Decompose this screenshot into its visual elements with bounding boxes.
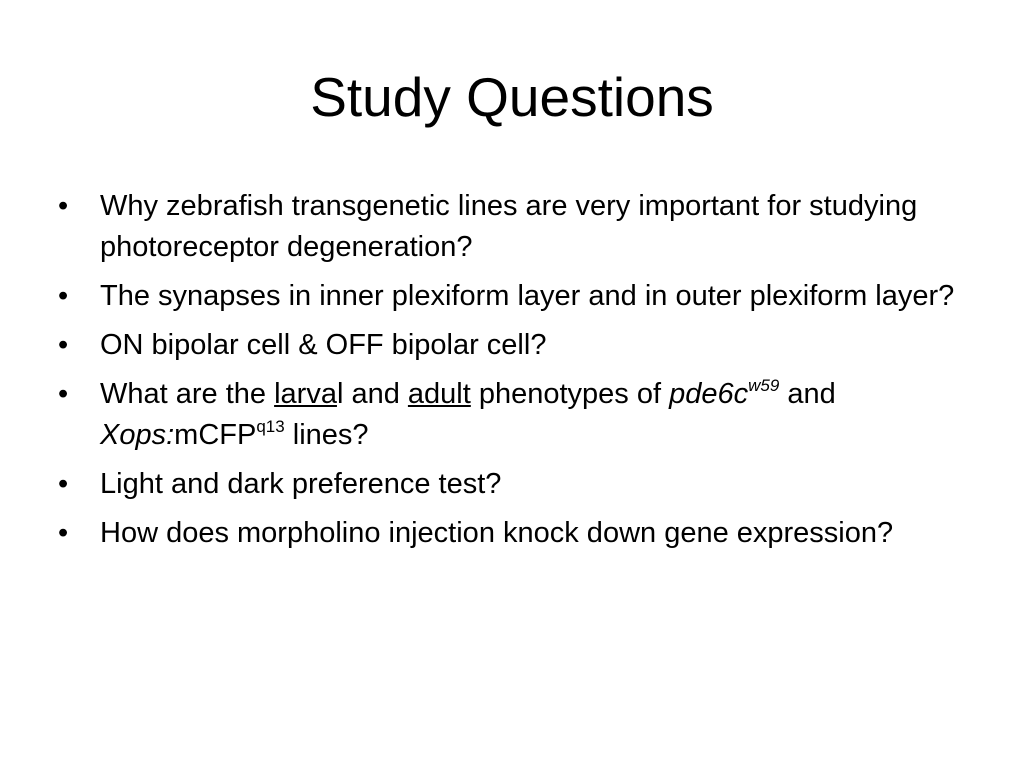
text-segment: lines? bbox=[284, 419, 369, 451]
bullet-item-6 bbox=[58, 513, 958, 554]
gene-allele-superscript: w59 bbox=[748, 376, 780, 395]
bullet-text: Why zebrafish transgenetic lines are very important for studying photoreceptor degeneration? bbox=[100, 190, 918, 263]
bullet-list bbox=[58, 186, 958, 562]
text-segment: phenotypes of bbox=[470, 378, 670, 410]
text-segment: l and bbox=[336, 378, 408, 410]
bullet-icon: • bbox=[58, 378, 69, 410]
bullet-icon: • bbox=[58, 190, 69, 222]
bullet-item-1 bbox=[58, 186, 958, 268]
bullet-text: Light and dark preference test? bbox=[100, 468, 502, 500]
adult-underlined: adult bbox=[407, 378, 471, 410]
line-name: Xops: bbox=[100, 419, 175, 451]
bullet-icon: • bbox=[58, 280, 69, 312]
bullet-item-2 bbox=[58, 276, 958, 317]
bullet-item-3 bbox=[58, 325, 958, 366]
bullet-icon: • bbox=[58, 468, 69, 500]
bullet-text: ON bipolar cell & OFF bipolar cell? bbox=[100, 329, 547, 361]
bullet-text: How does morpholino injection knock down gene expression? bbox=[100, 517, 894, 549]
text-segment: and bbox=[779, 378, 836, 410]
line-allele-superscript: q13 bbox=[256, 417, 285, 436]
text-segment: What are the bbox=[100, 378, 275, 410]
larval-underlined: larva bbox=[274, 378, 337, 410]
bullet-item-4 bbox=[58, 374, 958, 456]
slide-title: Study Questions bbox=[310, 66, 714, 128]
line-name-rest: mCFP bbox=[174, 419, 257, 451]
bullet-text bbox=[100, 378, 836, 451]
gene-name: pde6c bbox=[669, 378, 749, 410]
bullet-item-5 bbox=[58, 464, 958, 505]
bullet-icon: • bbox=[58, 329, 69, 361]
bullet-icon: • bbox=[58, 517, 69, 549]
bullet-text: The synapses in inner plexiform layer and in outer plexiform layer? bbox=[100, 280, 955, 312]
